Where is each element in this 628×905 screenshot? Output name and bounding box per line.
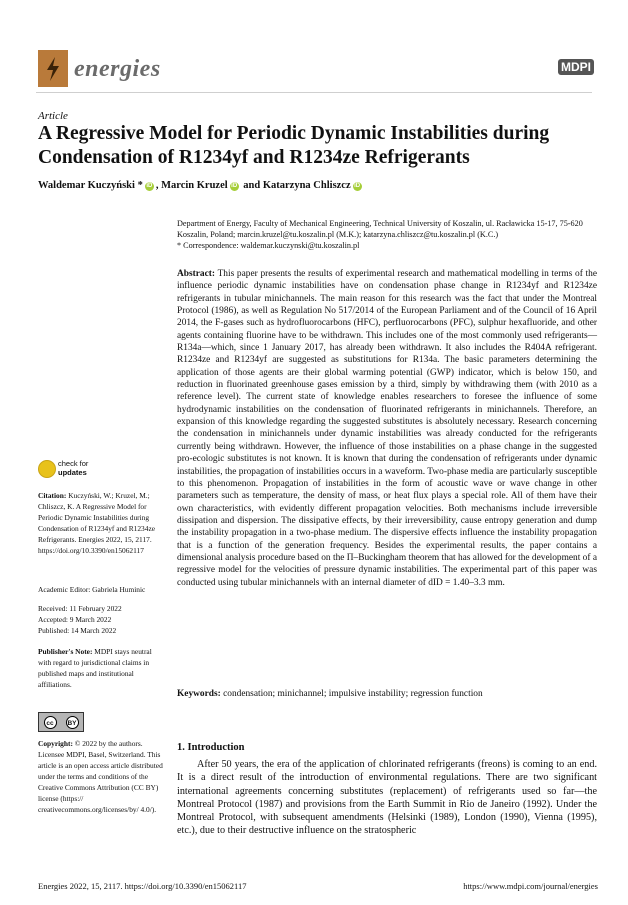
orcid-icon[interactable]: iD [146, 183, 153, 189]
copyright-block [38, 738, 166, 815]
check-updates-icon [38, 460, 56, 478]
affiliation-block [177, 218, 597, 251]
author-separator: , [155, 180, 162, 191]
footer-journal-url[interactable]: https://www.mdpi.com/journal/energies [463, 881, 598, 891]
copyright-label: Copyright: [38, 739, 73, 748]
dates-block [38, 603, 166, 636]
abstract-label: Abstract: [177, 269, 216, 279]
journal-logo-icon [44, 56, 62, 82]
copyright-text: © 2022 by the authors. Licensee MDPI, Basel, Switzerland. This article is an open access article distributed under the terms and conditions of the Creative Commons Attribution (CC BY) license (https:// creativecommons.org/licenses/by/ 4.0/). [38, 739, 163, 814]
citation-block [38, 490, 166, 556]
author-separator: and [240, 180, 263, 191]
publisher-name: MDPI [558, 59, 594, 75]
journal-name[interactable]: energies [74, 56, 161, 82]
published-date: Published: 14 March 2022 [38, 626, 117, 635]
mdpi-logo[interactable] [558, 58, 594, 76]
author-name[interactable]: Waldemar Kuczyński [38, 180, 135, 191]
check-updates-line2: updates [58, 468, 87, 477]
author-name[interactable]: Marcin Kruzel [161, 180, 228, 191]
keywords-label: Keywords: [177, 689, 221, 699]
publisher-note-text: MDPI stays neutral with regard to jurisdictional claims in published maps and institutional affiliations. [38, 647, 152, 689]
orcid-icon[interactable]: iD [231, 183, 238, 189]
accepted-date: Accepted: 9 March 2022 [38, 615, 112, 624]
introduction-paragraph: After 50 years, the era of the application of chlorinated refrigerants (freons) is coming to an end. It is a direct result of the introduction of environmental regulations. There are two significant international agreements concerning substitutes (replacement) of refrigerants used so far—the Montreal Protocol (1987) and provisions from the Earth Summit in Rio de Janeiro (1992). Under the Montreal Protocol, with subsequent amendments (Helsinki (1989), London (1990), Vienna (1995), etc.), due to their destructive influence on the stratospheric [177, 759, 597, 837]
abstract-text: This paper presents the results of experimental research and mathematical modelling in terms of the influence periodic dynamic instabilities have on condensation phase change in R1234yf and R1234ze refrigerants in tubular minichannels. The main reason for this research was the fact that under the Montreal Protocol (1986), as well as Regulation No 517/2014 of the European Parliament and of the Council of 16 April 2014, the F-gases such as hydrofluorocarbons (HFC), perfluorocarbons (PFC), sulphur hexafluoride, and other agents containing fluorine have to be withdrawn. This includes one of the most commonly used refrigerants—R134a—which, since 1 January 2017, has already been withdrawn. It also includes the R404A refrigerant. R1234ze and R1234yf are suggested as substitutions for R134a. The basic parameters determining the application of those agents are their global warming potential (GWP) indicator, which is below 150, and reduction in fluorinated greenhouse gases emission by a third, simply by withdrawing them (with 2010 as a reference level). The current state of knowledge enables researchers to foresee the influence of some hydrodynamic instabilities on the condensation of fluorinated refrigerants in minichannels. Therefore, an expansion of this knowledge regarding the suggested substitutes is absolutely necessary. Research concerning the condensation in minichannels under dynamic instabilities was already conducted for the refrigerants currently being withdrawn. However, the influence of those instabilities on a phase change in the suggested pro-ecologic substitutes is not known. It is known that during the condensation of refrigerants under dynamic instabilities, the propagation of instabilities occurs in a waveform. Two-phase media are particularly susceptible to this phenomenon. Propagation of instabilities in the form of acoustic wave or wave change in other parameters such as temperature, the density of mass, or heat flux plays a special role. All of them have their own characteristics, with evidently different propagation velocities. Both mechanisms include irreversible dissipation and dispersion. The dissipative effects, by their irreversibility, cause entropy generation and dump the instability propagation in a two-phase medium. The dispersive effects influence the instability propagation that is a function of the generation frequency. Besides the experimental results, the paper contains a dimensional analysis procedure based on the Π–Buckingham theorem that has allowed for the development of a regressive model for the velocities of pressure dynamic instabilities. The experimental part of this paper was conducted using tubular minichannels with an internal diameter of dID = 1.40–3.3 mm. [177, 269, 597, 588]
correspondence-text: * Correspondence: waldemar.kuczynski@tu.koszalin.pl [177, 241, 360, 250]
received-date: Received: 11 February 2022 [38, 604, 122, 613]
affiliation-text: Department of Energy, Faculty of Mechanical Engineering, Technical University of Koszalin, ul. Racławicka 15-17, 75-620 Koszalin, Poland; marcin.kruzel@tu.koszalin.pl (M.K.); katarzyna.chliszcz@tu.koszalin.pl (K.C.) [177, 219, 583, 239]
keywords-text: condensation; minichannel; impulsive instability; regression function [223, 689, 483, 699]
section-heading: 1. Introduction [177, 742, 245, 753]
publisher-note [38, 646, 166, 690]
citation-label: Citation: [38, 491, 67, 500]
article-title: A Regressive Model for Periodic Dynamic Instabilities during Condensation of R1234yf and R1234ze Refrigerants [38, 123, 550, 168]
journal-logo [38, 50, 68, 87]
introduction-text [177, 758, 597, 838]
abstract [177, 268, 597, 589]
article-type: Article [38, 110, 68, 122]
author-mark: * [134, 180, 143, 191]
author-name[interactable]: Katarzyna Chliszcz [262, 180, 351, 191]
check-updates-line1: check for [58, 459, 89, 468]
author-list [38, 180, 364, 191]
cc-icon: cc [44, 716, 57, 729]
keywords [177, 688, 597, 700]
orcid-icon[interactable]: iD [354, 183, 361, 189]
check-for-updates-button[interactable] [38, 460, 138, 484]
by-icon: BY [66, 716, 79, 729]
citation-text[interactable]: Kuczyński, W.; Kruzel, M.; Chliszcz, K. A Regressive Model for Periodic Dynamic Instabilities during Condensation of R1234yf and R1234ze Refrigerants. Energies 2022, 15, 2117. https://doi.org/10.3390/en15062117 [38, 491, 156, 555]
publisher-note-label: Publisher's Note: [38, 647, 93, 656]
footer-citation[interactable]: Energies 2022, 15, 2117. https://doi.org/10.3390/en15062117 [38, 881, 247, 891]
header-divider [36, 92, 592, 93]
academic-editor: Academic Editor: Gabriela Huminic [38, 585, 146, 594]
cc-license-badge[interactable] [38, 712, 84, 732]
